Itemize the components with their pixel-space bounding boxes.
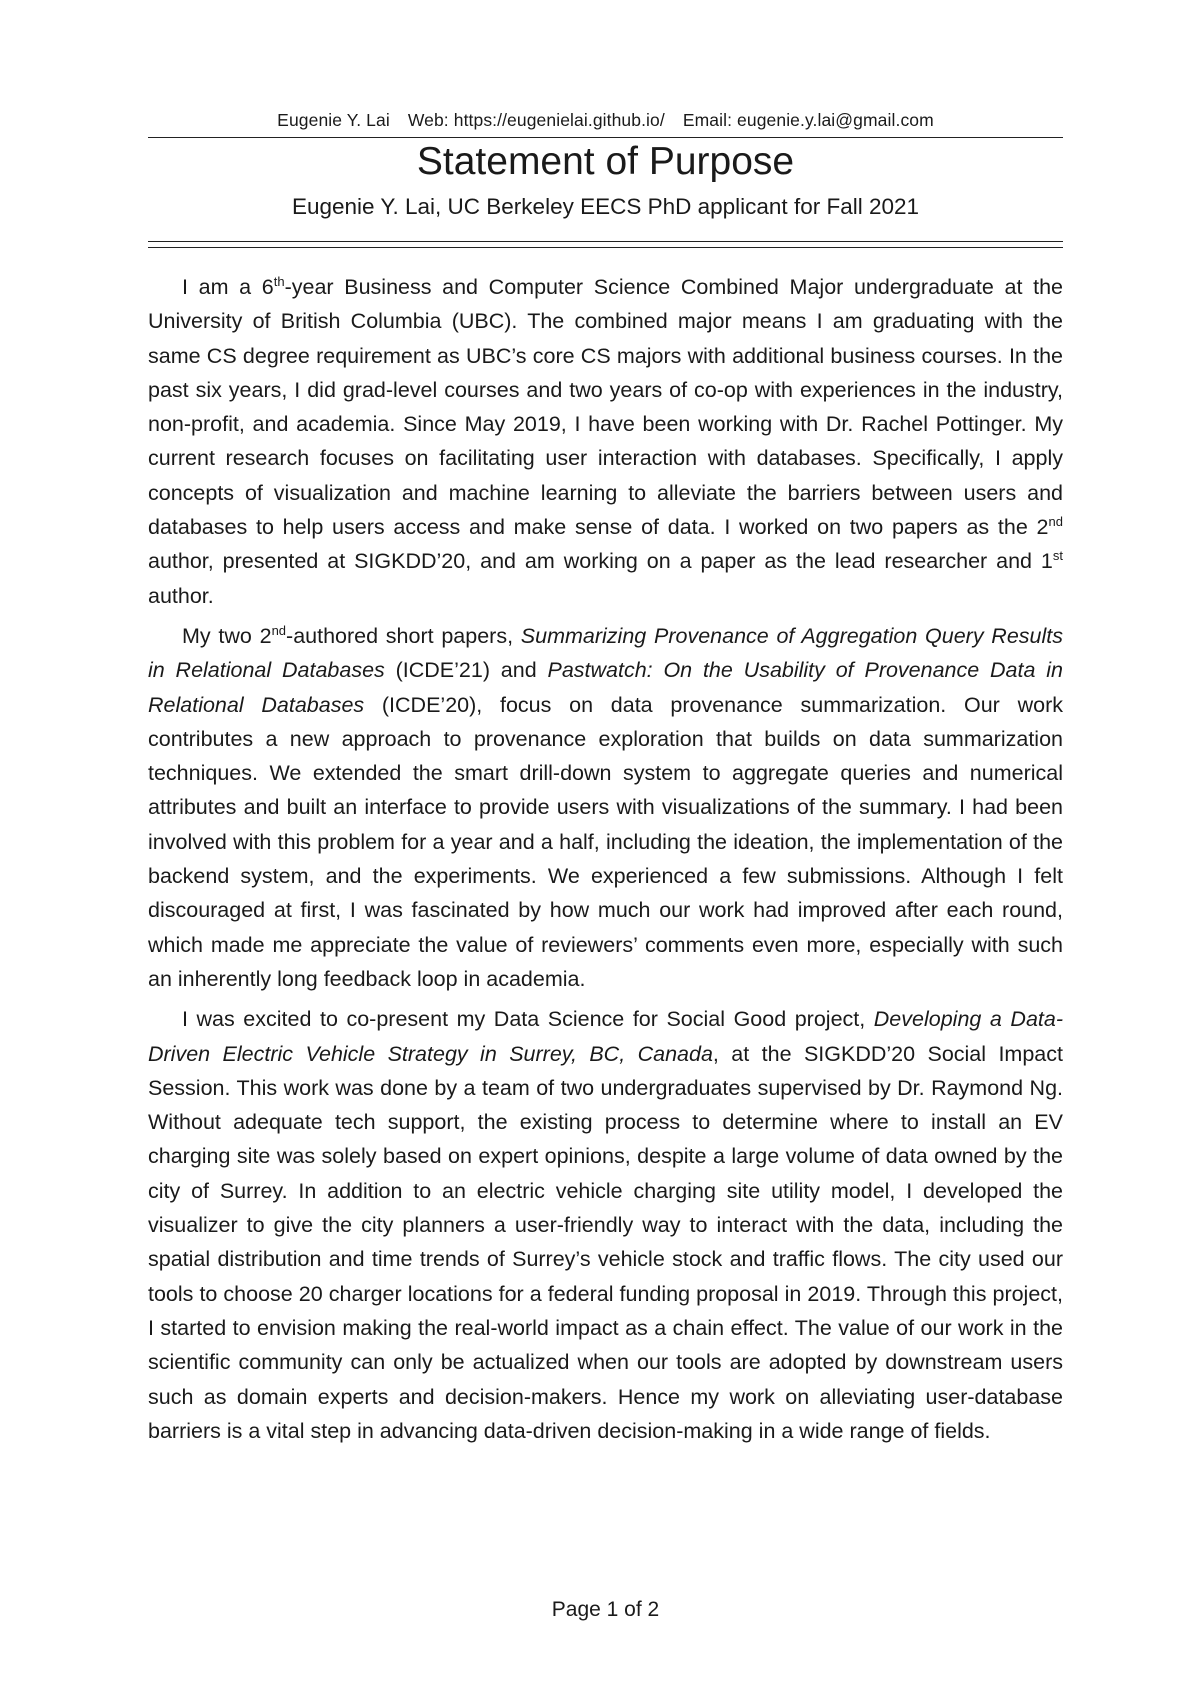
paper-title-pastwatch: Pastwatch: On the Usability of Provenance Data in Relational Databases bbox=[148, 658, 1063, 717]
paragraph-3: I was excited to co-present my Data Science for Social Good project, Developing a Data-Driven Electric Vehicle Strategy in Surrey, BC, Canada, at the SIGKDD’20 Social Impact Session. This work was done by a team of two undergraduates supervised by Dr. Raymond Ng. Without adequate tech support, the existing process to determine where to install an EV charging site was solely based on expert opinions, despite a large volume of data owned by the city of Surrey. In addition to an electric vehicle charging site utility model, I developed the visualizer to give the city planners a user-friendly way to interact with the data, including the spatial distribution and time trends of Surrey’s vehicle stock and traffic flows. The city used our tools to choose 20 charger locations for a federal funding proposal in 2019. Through this project, I started to envision making the real-world impact as a chain effect. The value of our work in the scientific community can only be actualized when our tools are adopted by downstream users such as domain experts and decision-makers. Hence my work on alleviating user-database barriers is a vital step in advancing data-driven decision-making in a wide range of fields. bbox=[148, 1007, 1063, 1443]
header-website-link[interactable]: Web: https://eugenielai.github.io/ bbox=[407, 110, 665, 130]
running-header bbox=[148, 110, 1063, 131]
project-title-ev-strategy: Developing a Data-Driven Electric Vehicle Strategy in Surrey, BC, Canada bbox=[148, 1007, 1063, 1066]
paragraph-2: My two 2nd-authored short papers, Summarizing Provenance of Aggregation Query Results in Relational Databases (ICDE’21) and Pastwatch: On the Usability of Provenance Data in Relational Databases (ICDE’20), focus on data provenance summarization. Our work contributes a new approach to provenance exploration that builds on data summarization techniques. We extended the smart drill-down system to aggregate queries and numerical attributes and built an interface to provide users with visualizations of the summary. I had been involved with this problem for a year and a half, including the ideation, the implementation of the backend system, and the experiments. We experienced a few submissions. Although I felt discouraged at first, I was fascinated by how much our work had improved after each round, which made me appreciate the value of reviewers’ comments even more, especially with such an inherently long feedback loop in academia. bbox=[148, 622, 1064, 991]
page-number: Page 1 of 2 bbox=[551, 1598, 660, 1621]
paragraph-1: I am a 6th-year Business and Computer Science Combined Major undergraduate at the University of British Columbia (UBC). The combined major means I am graduating with the same CS degree requirement as UBC’s core CS majors with additional business courses. In the past six years, I did grad-level courses and two years of co-op with experiences in the industry, non-profit, and academia. Since May 2019, I have been working with Dr. Rachel Pottinger. My current research focuses on facilitating user interaction with databases. Specifically, I apply concepts of visualization and machine learning to alleviate the barriers between users and databases to help users access and make sense of data. I worked on two papers as the 2nd author, presented at SIGKDD’20, and am working on a paper as the lead researcher and 1st author. bbox=[148, 273, 1063, 608]
header-author-name: Eugenie Y. Lai bbox=[277, 110, 390, 130]
title-double-divider bbox=[148, 241, 1063, 248]
header-email-link[interactable]: Email: eugenie.y.lai@gmail.com bbox=[682, 110, 934, 130]
paper-title-summarizing-provenance: Summarizing Provenance of Aggregation Query Results in Relational Databases bbox=[148, 623, 1064, 683]
document-subtitle: Eugenie Y. Lai, UC Berkeley EECS PhD applicant for Fall 2021 bbox=[291, 194, 920, 219]
document-title: Statement of Purpose bbox=[416, 140, 795, 183]
document-body bbox=[148, 270, 1063, 1454]
